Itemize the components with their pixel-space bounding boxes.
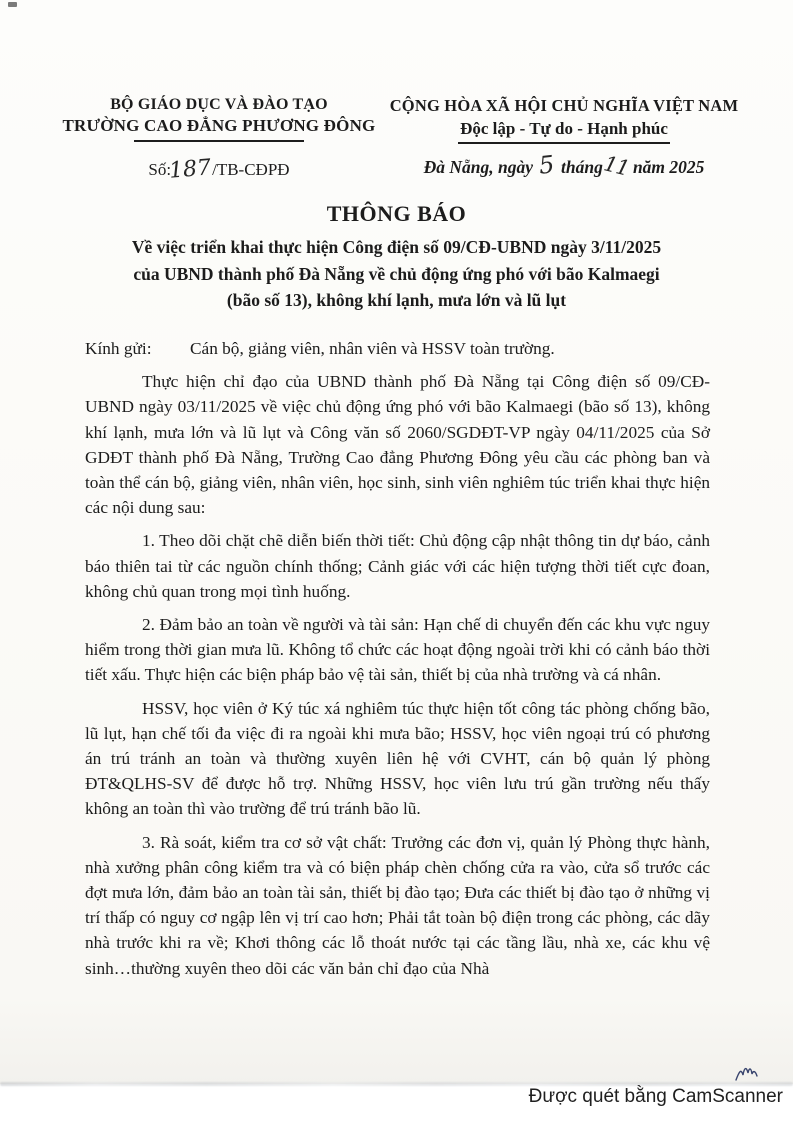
salutation-line xyxy=(85,336,710,361)
paragraph-item-3: 3. Rà soát, kiểm tra cơ sở vật chất: Trưởng các đơn vị, quản lý Phòng thực hành, nhà xưởng phân công kiểm tra và có biện pháp chèn chống cửa ra vào, cửa sổ trước các đợt mưa lớn, đảm bảo an toàn tài sản, thiết bị đào tạo; Đưa các thiết bị đào tạo ở những vị trí thấp có nguy cơ ngập lên vị trí cao hơn; Phải tắt toàn bộ điện trong các phòng, các dãy nhà trước khi ra về; Khơi thông các lỗ thoát nước tại các tầng lầu, nhà xe, các khu vệ sinh…thường xuyên theo dõi các văn bản chỉ đạo của Nhà xyxy=(85,832,710,978)
subtitle-line-2: của UBND thành phố Đà Nẵng về chủ động ứng phó với bão Kalmaegi xyxy=(133,263,660,284)
letterhead xyxy=(58,96,748,184)
document-title: THÔNG BÁO xyxy=(326,201,467,226)
date-day-handwritten: 5 xyxy=(537,150,557,180)
doc-number-suffix: /TB-CĐPĐ xyxy=(212,160,290,179)
document-subtitle xyxy=(84,234,709,314)
scan-artifact-speck xyxy=(8,2,17,7)
doc-number-handwritten: 187 xyxy=(168,155,213,184)
ministry-name: BỘ GIÁO DỤC VÀ ĐÀO TẠO xyxy=(110,96,328,113)
salutation-recipients: Cán bộ, giảng viên, nhân viên và HSSV toàn trường. xyxy=(190,339,555,358)
school-name: TRƯỜNG CAO ĐẲNG PHƯƠNG ĐÔNG xyxy=(62,116,376,135)
document-number xyxy=(58,155,380,184)
doc-number-prefix: Số: xyxy=(148,160,172,179)
subtitle-line-1: Về việc triển khai thực hiện Công điện số 09/CĐ-UBND ngày 3/11/2025 xyxy=(131,237,662,257)
document-body xyxy=(85,336,710,989)
date-line xyxy=(380,150,748,181)
paragraph-item-1: 1. Theo dõi chặt chẽ diễn biến thời tiết: Chủ động cập nhật thông tin dự báo, cảnh báo thiên tai từ các nguồn chính thống; Cảnh giác với các hiện tượng thời tiết cực đoan, không chủ quan trong mọi tình huống. xyxy=(85,531,710,601)
org-underline xyxy=(134,140,304,142)
date-place: Đà Nẵng, ngày xyxy=(423,157,533,177)
paragraph-item-2: 2. Đảm bảo an toàn về người và tài sản: Hạn chế di chuyển đến các khu vực nguy hiểm trong thời gian mưa lũ. Không tổ chức các hoạt động ngoài trời khi có cảnh báo thời tiết xấu. Thực hiện các biện pháp bảo vệ tài sản, thiết bị của nhà trường và cá nhân. xyxy=(85,615,710,685)
pen-scribble-icon xyxy=(734,1063,760,1083)
paragraph-dormitory: HSSV, học viên ở Ký túc xá nghiêm túc thực hiện tốt công tác phòng chống bão, lũ lụt, hạn chế tối đa việc đi ra ngoài khi mưa bão; HSSV, học viên ngoại trú có phương án trú tránh an toàn và thường xuyên liên hệ với CVHT, cán bộ quản lý phòng ĐT&QLHS-SV để được hỗ trợ. Những HSSV, học viên lưu trú gần trường nếu thấy không an toàn thì vào trường để trú tránh bão lũ. xyxy=(85,698,710,819)
subtitle-line-3: (bão số 13), không khí lạnh, mưa lớn và lũ lụt xyxy=(226,290,567,310)
date-month-word: tháng xyxy=(561,157,603,177)
national-title: CỘNG HÒA XÃ HỘI CHỦ NGHĨA VIỆT NAM xyxy=(389,96,739,115)
paragraph-intro: Thực hiện chỉ đạo của UBND thành phố Đà Nẵng tại Công điện số 09/CĐ-UBND ngày 03/11/2025 về việc chủ động ứng phó với bão Kalmaegi (bão số 13), không khí lạnh, mưa lớn và lũ lụt và Công văn số 2060/SGDĐT-VP ngày 04/11/2025 của Sở GDĐT thành phố Đà Nẵng, Trường Cao đẳng Phương Đông yêu cầu các phòng ban và toàn thể cán bộ, giảng viên, nhân viên, học sinh, sinh viên nghiêm túc triển khai thực hiện các nội dung sau: xyxy=(85,372,710,518)
issuing-org-block xyxy=(58,96,380,184)
date-year: năm 2025 xyxy=(632,157,705,177)
national-motto-block xyxy=(380,96,748,180)
camscanner-watermark: Được quét bằng CamScanner xyxy=(528,1086,783,1107)
salutation-label: Kính gửi: xyxy=(85,339,152,358)
national-motto: Độc lập - Tự do - Hạnh phúc xyxy=(458,119,670,144)
date-month-handwritten: 11 xyxy=(601,151,632,181)
